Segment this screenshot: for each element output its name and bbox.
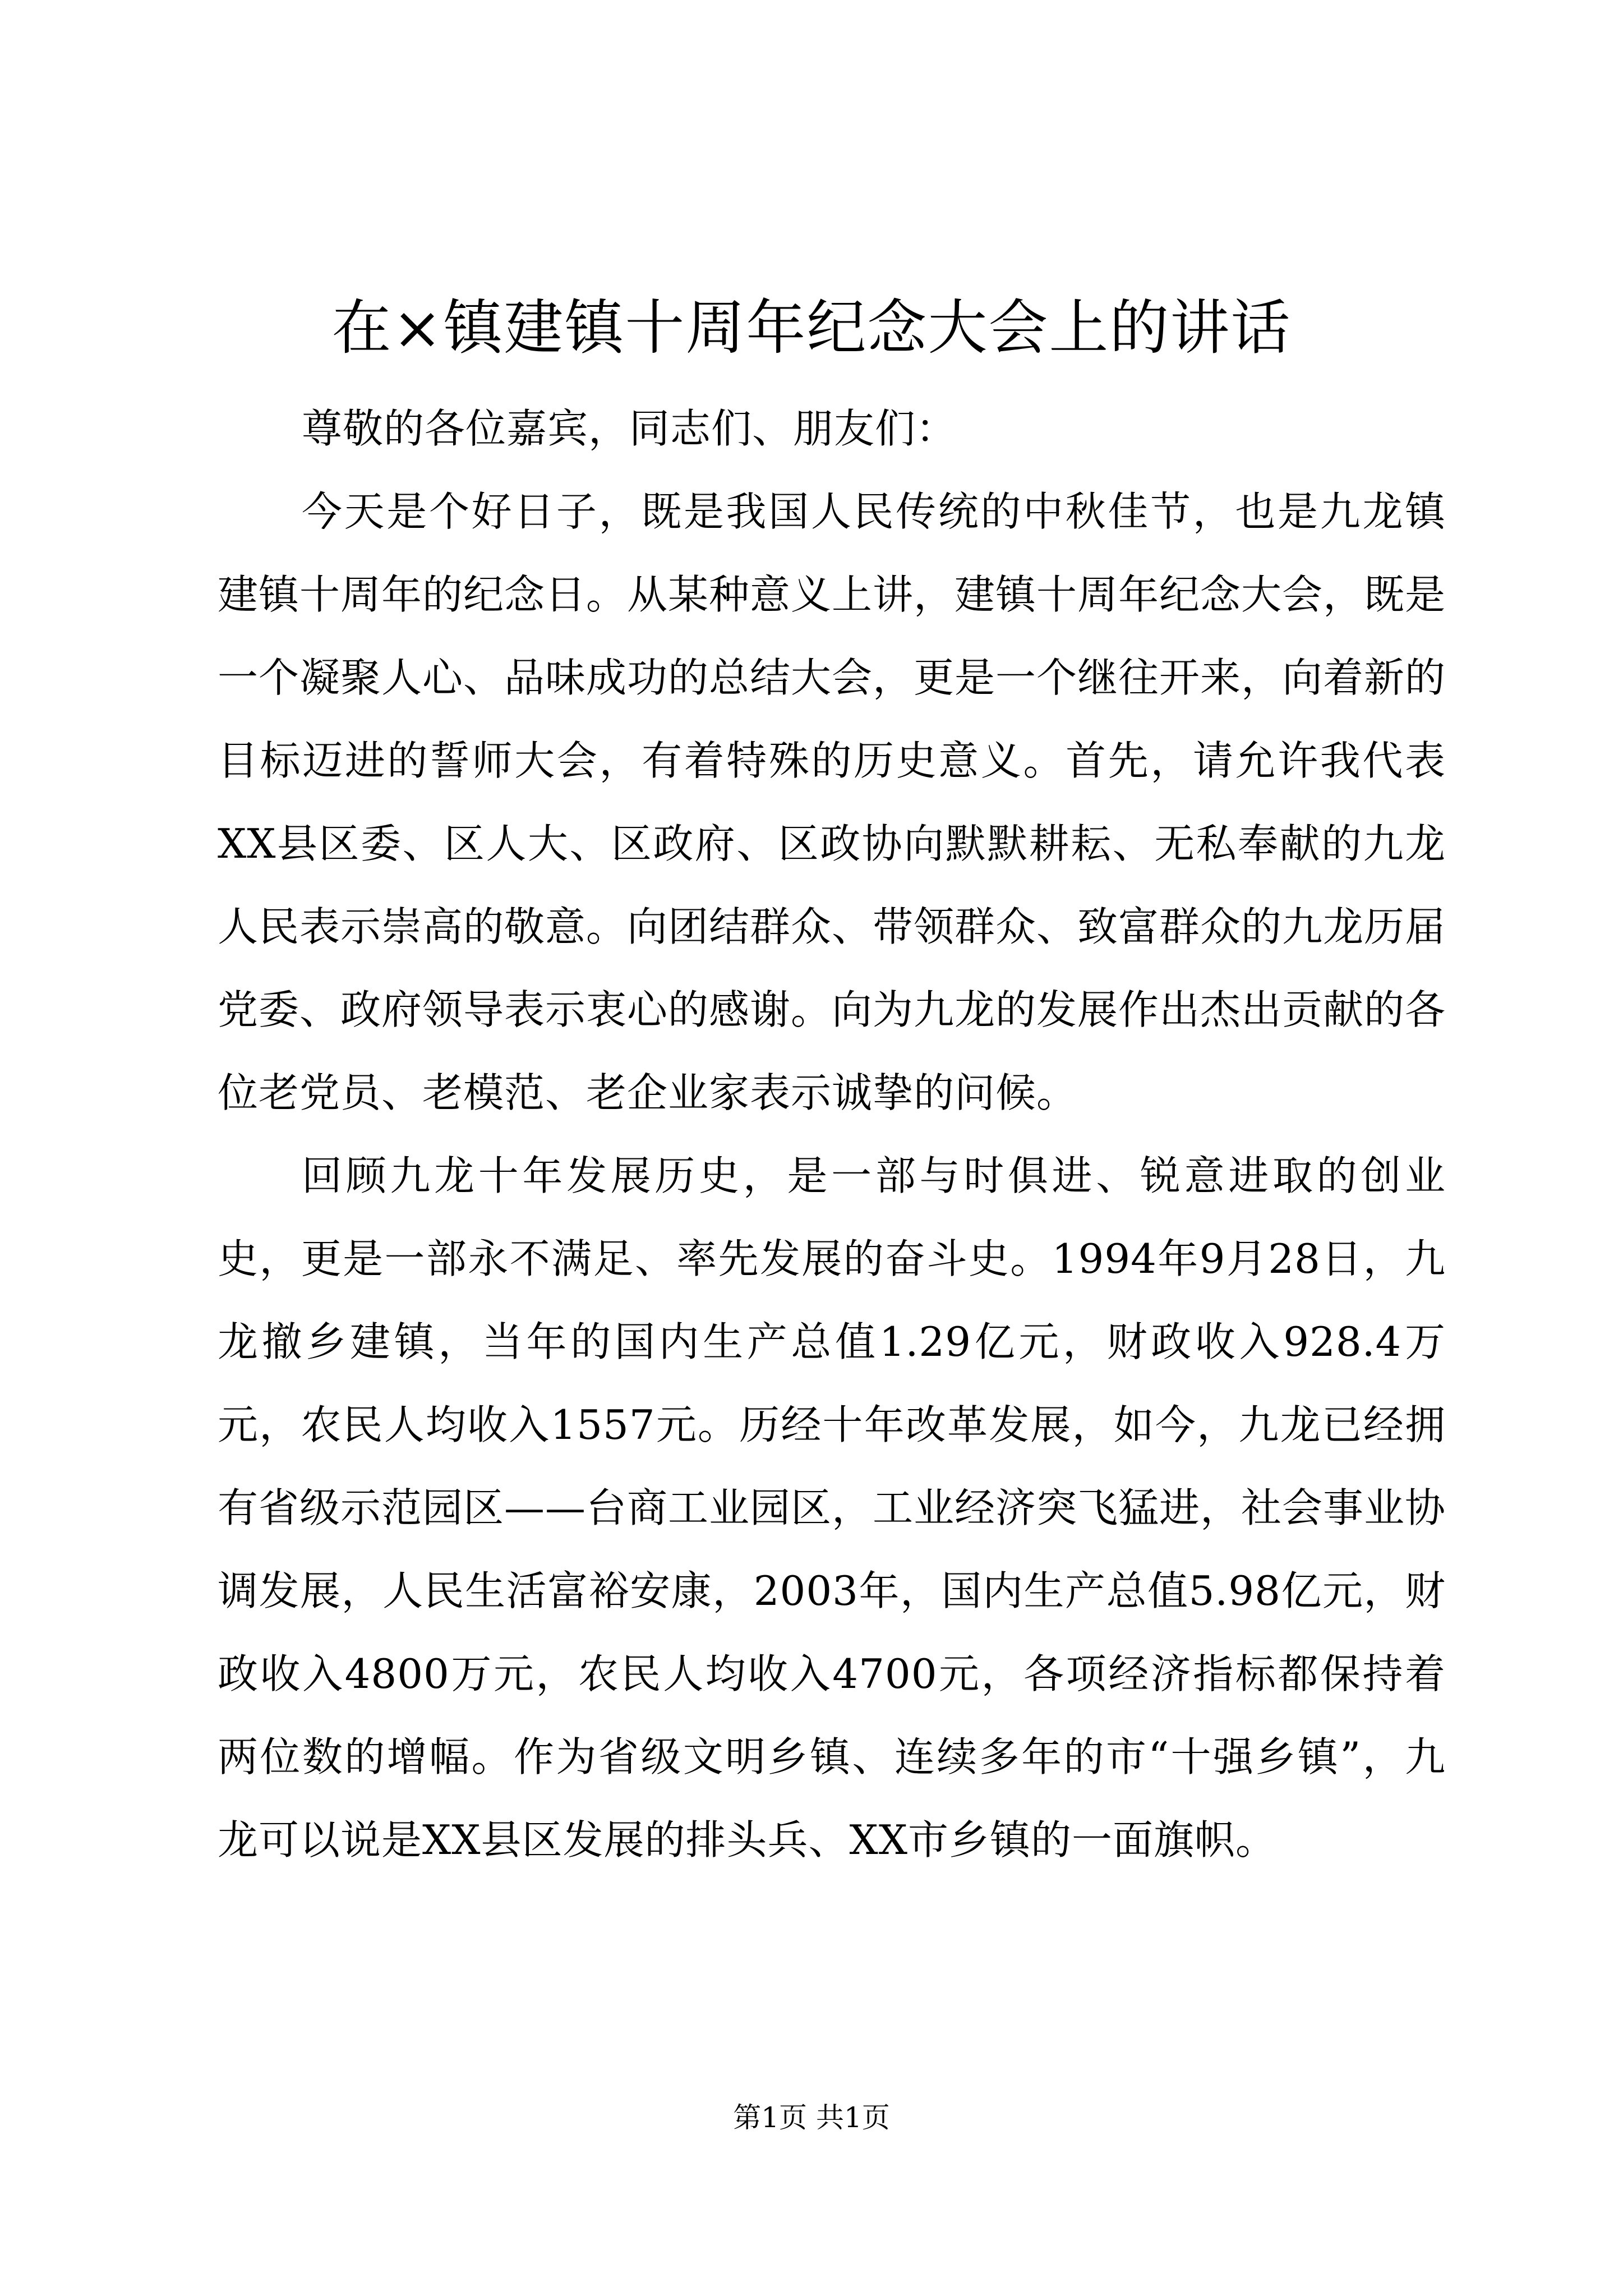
document-title: 在×镇建镇十周年纪念大会上的讲话 xyxy=(331,293,1292,362)
history-paragraph: 回顾九龙十年发展历史，是一部与时俱进、锐意进取的创业史，更是一部永不满足、率先发展的奋斗史。1994年9月28日，九龙撤乡建镇，当年的国内生产总值1.29亿元，财政收入928.4万元，农民人均收入1557元。历经十年改革发展，如今，九龙已经拥有省级示范园区——台商工业园区，工业经济突飞猛进，社会事业协调发展，人民生活富裕安康，2003年，国内生产总值5.98亿元，财政收入4800万元，农民人均收入4700元，各项经济指标都保持着两位数的增幅。作为省级文明乡镇、连续多年的市“十强乡镇”，九龙可以说是XX县区发展的排头兵、XX市乡镇的一面旗帜。 xyxy=(218,1152,1446,1864)
document-body xyxy=(218,387,1446,1881)
page-number-footer: 第1页 共1页 xyxy=(733,2101,890,2134)
intro-paragraph: 今天是个好日子，既是我国人民传统的中秋佳节，也是九龙镇建镇十周年的纪念日。从某种意义上讲，建镇十周年纪念大会，既是一个凝聚人心、品味成功的总结大会，更是一个继往开来，向着新的目标迈进的誓师大会，有着特殊的历史意义。首先，请允许我代表XX县区委、区人大、区政府、区政协向默默耕耘、无私奉献的九龙人民表示崇高的敬意。向团结群众、带领群众、致富群众的九龙历届党委、政府领导表示衷心的感谢。向为九龙的发展作出杰出贡献的各位老党员、老模范、老企业家表示诚挚的问候。 xyxy=(218,488,1446,1116)
salutation-paragraph: 尊敬的各位嘉宾，同志们、朋友们： xyxy=(302,405,957,452)
